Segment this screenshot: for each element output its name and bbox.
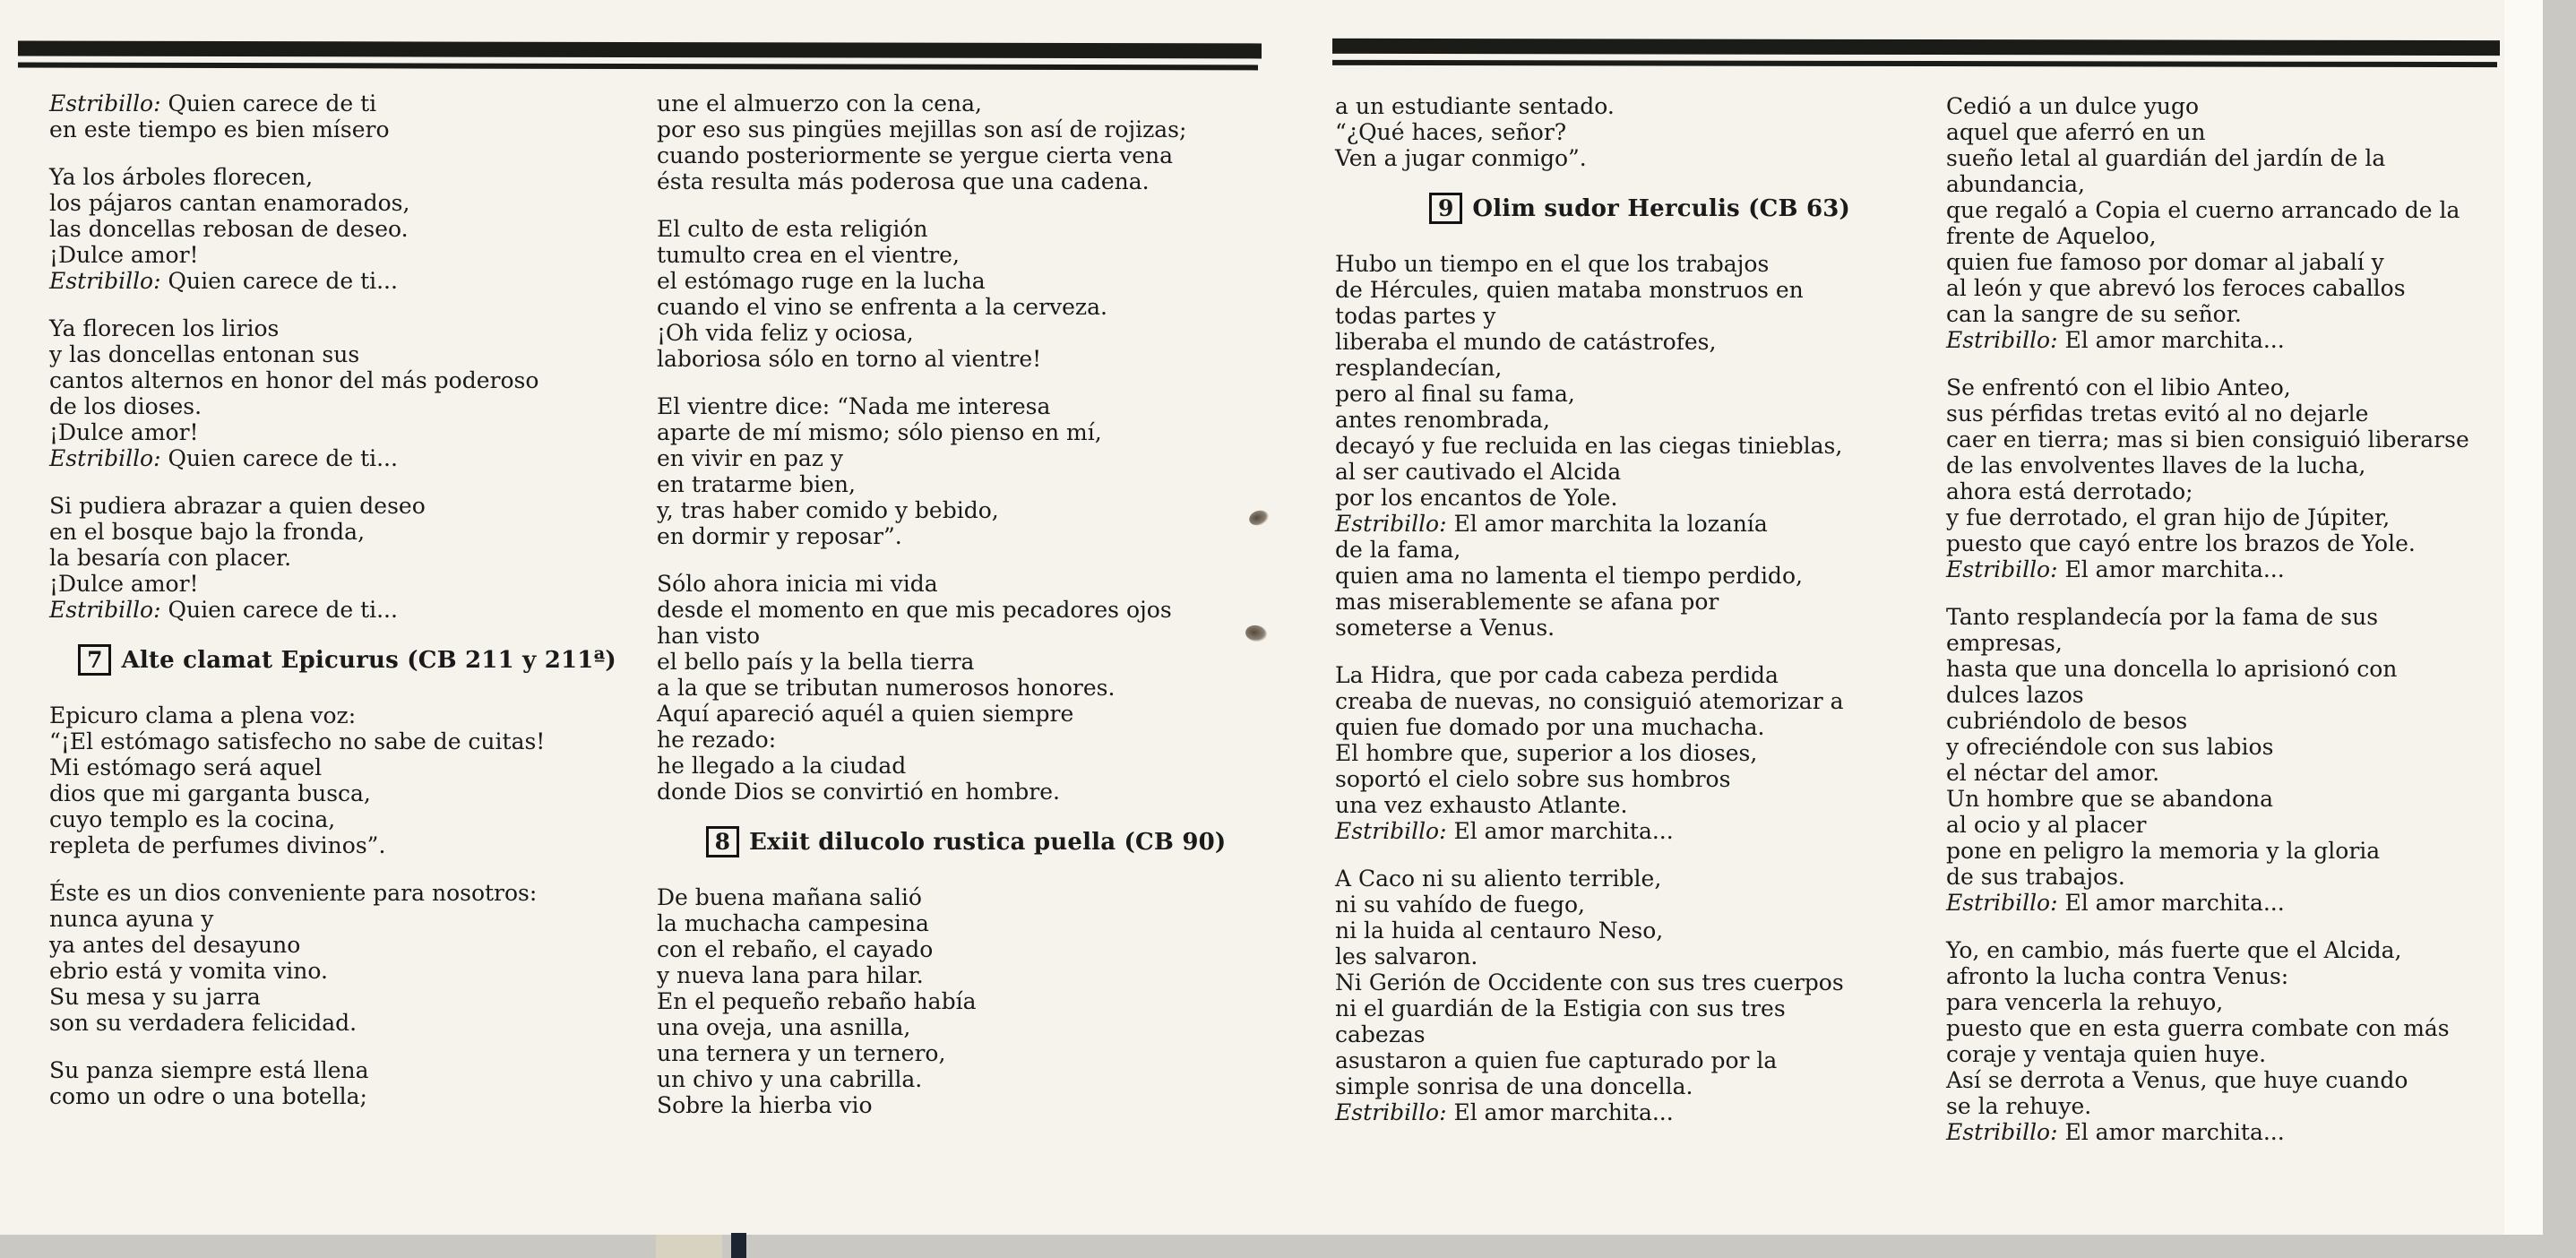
poem-line: y ofreciéndole con sus labios xyxy=(1946,734,2274,760)
estribillo-label: Estribillo: xyxy=(1335,511,1447,537)
poem-line: desde el momento en que mis pecadores ojos xyxy=(657,597,1172,623)
poem-line: Estribillo: El amor marchita... xyxy=(1335,818,1674,844)
poem-line: quien fue domado por una muchacha. xyxy=(1335,714,1765,740)
stanza xyxy=(1946,604,2529,916)
poem-line: por eso sus pingües mejillas son así de rojizas; xyxy=(657,116,1187,142)
poem-line: coraje y ventaja quien huye. xyxy=(1946,1041,2267,1067)
song-title: Olim sudor Herculis (CB 63) xyxy=(1472,195,1851,222)
stanza xyxy=(49,164,645,294)
scanner-background-strip xyxy=(0,1235,2576,1258)
poem-line: todas partes y xyxy=(1335,303,1496,329)
poem-line: soportó el cielo sobre sus hombros xyxy=(1335,766,1731,792)
poem-line: donde Dios se convirtió en hombre. xyxy=(657,779,1060,805)
poem-line: Ya florecen los lirios xyxy=(49,315,280,341)
stanza xyxy=(657,90,1275,194)
poem-line: Su panza siempre está llena xyxy=(49,1057,369,1083)
poem-line: Aquí apareció aquél a quien siempre xyxy=(657,701,1074,727)
song-heading xyxy=(657,826,1275,857)
poem-line: laboriosa sólo en torno al vientre! xyxy=(657,346,1042,372)
poem-line: Sobre la hierba vio xyxy=(657,1092,873,1118)
poem-line: de sus trabajos. xyxy=(1946,864,2125,890)
stanza xyxy=(657,571,1275,805)
estribillo-label: Estribillo: xyxy=(49,445,161,471)
poem-line: con el rebaño, el cayado xyxy=(657,936,934,962)
poem-line: Estribillo: El amor marchita... xyxy=(1946,556,2285,582)
poem-line: De buena mañana salió xyxy=(657,884,922,910)
poem-line: Un hombre que se abandona xyxy=(1946,786,2274,812)
poem-line: para vencerla la rehuyo, xyxy=(1946,989,2224,1015)
poem-line: mas miserablemente se afana por xyxy=(1335,589,1719,615)
poem-line: Se enfrentó con el libio Anteo, xyxy=(1946,375,2291,401)
poem-line: a la que se tributan numerosos honores. xyxy=(657,675,1116,701)
stanza xyxy=(657,393,1275,549)
poem-line: Estribillo: El amor marchita... xyxy=(1946,1119,2285,1145)
stanza xyxy=(49,493,645,623)
poem-line: Estribillo: Quien carece de ti... xyxy=(49,268,398,294)
stanza xyxy=(657,884,1275,1118)
poem-line: al león y que abrevó los feroces caballos xyxy=(1946,275,2406,301)
poem-line: Ya los árboles florecen, xyxy=(49,164,314,190)
poem-line: A Caco ni su aliento terrible, xyxy=(1335,866,1662,892)
poem-line: cuando posteriormente se yergue cierta vena xyxy=(657,142,1174,168)
poem-line: de Hércules, quien mataba monstruos en xyxy=(1335,277,1804,303)
poem-line: he rezado: xyxy=(657,727,777,753)
poem-line: En el pequeño rebaño había xyxy=(657,988,977,1014)
stanza xyxy=(1335,866,1944,1125)
poem-line: Su mesa y su jarra xyxy=(49,984,261,1010)
poem-line: asustaron a quien fue capturado por la xyxy=(1335,1047,1778,1073)
poem-line: los pájaros cantan enamorados, xyxy=(49,190,410,216)
poem-line: El hombre que, superior a los dioses, xyxy=(1335,740,1758,766)
text-column-4 xyxy=(1946,93,2529,1167)
top-rule-thick-left-page xyxy=(18,41,1262,59)
poem-line: el néctar del amor. xyxy=(1946,760,2160,786)
poem-line: El culto de esta religión xyxy=(657,216,928,242)
poem-line: sueño letal al guardián del jardín de la xyxy=(1946,145,2386,171)
poem-line: han visto xyxy=(657,623,761,649)
poem-line: a un estudiante sentado. xyxy=(1335,93,1615,119)
poem-line: Ni Gerión de Occidente con sus tres cuerpos xyxy=(1335,969,1844,995)
poem-line: cabezas xyxy=(1335,1021,1426,1047)
estribillo-label: Estribillo: xyxy=(1946,556,2058,582)
poem-line: sus pérfidas tretas evitó al no dejarle xyxy=(1946,401,2369,427)
poem-line: liberaba el mundo de catástrofes, xyxy=(1335,329,1717,355)
poem-line: “¿Qué haces, señor? xyxy=(1335,119,1567,145)
poem-line: ni la huida al centauro Neso, xyxy=(1335,918,1664,944)
poem-line: abundancia, xyxy=(1946,171,2085,197)
song-title: Alte clamat Epicurus (CB 211 y 211ª) xyxy=(121,647,616,674)
poem-line: de los dioses. xyxy=(49,393,202,419)
poem-line: une el almuerzo con la cena, xyxy=(657,90,983,116)
inner-page-edge-band xyxy=(656,1235,722,1258)
poem-line: Sólo ahora inicia mi vida xyxy=(657,571,938,597)
poem-line: caer en tierra; mas si bien consiguió liberarse xyxy=(1946,427,2469,452)
estribillo-label: Estribillo: xyxy=(49,90,161,116)
poem-line: Estribillo: El amor marchita... xyxy=(1946,890,2285,916)
estribillo-label: Estribillo: xyxy=(1946,1119,2058,1145)
poem-line: empresas, xyxy=(1946,630,2063,656)
poem-line: La Hidra, que por cada cabeza perdida xyxy=(1335,662,1779,688)
poem-line: Estribillo: El amor marchita la lozanía xyxy=(1335,511,1768,537)
poem-line: ¡Dulce amor! xyxy=(49,242,199,268)
poem-line: Estribillo: El amor marchita... xyxy=(1946,327,2285,353)
stanza xyxy=(657,216,1275,372)
poem-line: en vivir en paz y xyxy=(657,445,843,471)
poem-line: cuyo templo es la cocina, xyxy=(49,806,336,832)
poem-line: Tanto resplandecía por la fama de sus xyxy=(1946,604,2379,630)
poem-line: en tratarme bien, xyxy=(657,471,856,497)
poem-line: Estribillo: Quien carece de ti... xyxy=(49,597,398,623)
poem-line: en dormir y reposar”. xyxy=(657,523,902,549)
poem-line: simple sonrisa de una doncella. xyxy=(1335,1073,1693,1099)
poem-line: la besaría con placer. xyxy=(49,545,292,571)
poem-line: dulces lazos xyxy=(1946,682,2084,708)
poem-line: Estribillo: Quien carece de ti... xyxy=(49,445,398,471)
poem-line: como un odre o una botella; xyxy=(49,1083,367,1109)
poem-line: un chivo y una cabrilla. xyxy=(657,1066,923,1092)
poem-line: El vientre dice: “Nada me interesa xyxy=(657,393,1051,419)
poem-line: ni el guardián de la Estigia con sus tres xyxy=(1335,995,1786,1021)
binding-dark-mark xyxy=(731,1233,746,1258)
poem-line: les salvaron. xyxy=(1335,944,1478,969)
poem-line: Así se derrota a Venus, que huye cuando xyxy=(1946,1067,2408,1093)
poem-line: el estómago ruge en la lucha xyxy=(657,268,986,294)
poem-line: ¡Dulce amor! xyxy=(49,571,199,597)
poem-line: frente de Aqueloo, xyxy=(1946,223,2157,249)
poem-line: y fue derrotado, el gran hijo de Júpiter, xyxy=(1946,504,2391,530)
poem-line: de las envolventes llaves de la lucha, xyxy=(1946,452,2366,478)
stanza xyxy=(49,90,645,142)
poem-line: hasta que una doncella lo aprisionó con xyxy=(1946,656,2398,682)
estribillo-label: Estribillo: xyxy=(1946,327,2058,353)
stanza xyxy=(1335,251,1944,641)
estribillo-label: Estribillo: xyxy=(1335,818,1447,844)
poem-line: y, tras haber comido y bebido, xyxy=(657,497,999,523)
poem-line: tumulto crea en el vientre, xyxy=(657,242,960,268)
song-number-box: 8 xyxy=(706,826,739,857)
text-column-3 xyxy=(1335,93,1944,1147)
poem-line: Mi estómago será aquel xyxy=(49,754,323,780)
poem-line: repleta de perfumes divinos”. xyxy=(49,832,386,858)
poem-line: Hubo un tiempo en el que los trabajos xyxy=(1335,251,1770,277)
poem-line: la muchacha campesina xyxy=(657,910,929,936)
poem-line: ¡Dulce amor! xyxy=(49,419,199,445)
poem-line: son su verdadera felicidad. xyxy=(49,1010,358,1036)
poem-line: cuando el vino se enfrenta a la cerveza. xyxy=(657,294,1107,320)
poem-line: quien fue famoso por domar al jabalí y xyxy=(1946,249,2384,275)
stanza xyxy=(1946,937,2529,1145)
poem-line: pero al final su fama, xyxy=(1335,381,1575,407)
stanza xyxy=(49,880,645,1036)
stanza xyxy=(49,1057,645,1109)
poem-line: “¡El estómago satisfecho no sabe de cuitas! xyxy=(49,728,546,754)
poem-line: aparte de mí mismo; sólo pienso en mí, xyxy=(657,419,1102,445)
text-column-1 xyxy=(49,90,645,1131)
poem-line: cantos alternos en honor del más poderoso xyxy=(49,367,539,393)
poem-line: las doncellas rebosan de deseo. xyxy=(49,216,409,242)
song-number-box: 9 xyxy=(1429,193,1462,224)
stanza xyxy=(49,702,645,858)
poem-line: aquel que aferró en un xyxy=(1946,119,2206,145)
estribillo-label: Estribillo: xyxy=(1335,1099,1447,1125)
stanza xyxy=(1335,662,1944,844)
stanza xyxy=(49,315,645,471)
poem-line: someterse a Venus. xyxy=(1335,615,1555,641)
poem-line: Cedió a un dulce yugo xyxy=(1946,93,2200,119)
poem-line: nunca ayuna y xyxy=(49,906,214,932)
poem-line: que regaló a Copia el cuerno arrancado de la xyxy=(1946,197,2460,223)
poem-line: decayó y fue recluida en las ciegas tinieblas, xyxy=(1335,433,1843,459)
estribillo-label: Estribillo: xyxy=(49,597,161,623)
poem-line: quien ama no lamenta el tiempo perdido, xyxy=(1335,563,1803,589)
poem-line: una oveja, una asnilla, xyxy=(657,1014,911,1040)
poem-line: Estribillo: Quien carece de ti xyxy=(49,90,377,116)
song-number-box: 7 xyxy=(78,644,111,676)
poem-line: Ven a jugar conmigo”. xyxy=(1335,145,1587,171)
poem-line: al ocio y al placer xyxy=(1946,812,2147,838)
poem-line: y nueva lana para hilar. xyxy=(657,962,924,988)
poem-line: ebrio está y vomita vino. xyxy=(49,958,328,984)
poem-line: resplandecían, xyxy=(1335,355,1503,381)
poem-line: ni su vahído de fuego, xyxy=(1335,892,1585,918)
poem-line: dios que mi garganta busca, xyxy=(49,780,371,806)
poem-line: una vez exhausto Atlante. xyxy=(1335,792,1628,818)
song-title: Exiit dilucolo rustica puella (CB 90) xyxy=(748,829,1227,856)
poem-line: ¡Oh vida feliz y ociosa, xyxy=(657,320,914,346)
poem-line: el bello país y la bella tierra xyxy=(657,649,975,675)
poem-line: afronto la lucha contra Venus: xyxy=(1946,963,2289,989)
poem-line: puesto que cayó entre los brazos de Yole. xyxy=(1946,530,2416,556)
song-heading xyxy=(1335,193,1944,224)
poem-line: y las doncellas entonan sus xyxy=(49,341,360,367)
poem-line: puesto que en esta guerra combate con más xyxy=(1946,1015,2450,1041)
poem-line: can la sangre de su señor. xyxy=(1946,301,2242,327)
poem-line: en el bosque bajo la fronda, xyxy=(49,519,366,545)
poem-line: una ternera y un ternero, xyxy=(657,1040,946,1066)
poem-line: Yo, en cambio, más fuerte que el Alcida, xyxy=(1946,937,2402,963)
top-rule-thick-right-page xyxy=(1332,39,2500,56)
poem-line: cubriéndolo de besos xyxy=(1946,708,2188,734)
stanza xyxy=(1946,93,2529,353)
poem-line: por los encantos de Yole. xyxy=(1335,485,1618,511)
song-heading xyxy=(49,644,645,676)
poem-line: Éste es un dios conveniente para nosotros: xyxy=(49,880,538,906)
poem-line: ahora está derrotado; xyxy=(1946,478,2193,504)
stanza xyxy=(1335,93,1944,171)
stanza xyxy=(1946,375,2529,582)
poem-line: he llegado a la ciudad xyxy=(657,753,907,779)
poem-line: de la fama, xyxy=(1335,537,1461,563)
poem-line: Epicuro clama a plena voz: xyxy=(49,702,357,728)
poem-line: se la rehuye. xyxy=(1946,1093,2092,1119)
poem-line: ésta resulta más poderosa que una cadena. xyxy=(657,168,1150,194)
poem-line: pone en peligro la memoria y la gloria xyxy=(1946,838,2381,864)
poem-line: creaba de nuevas, no consiguió atemorizar a xyxy=(1335,688,1844,714)
estribillo-label: Estribillo: xyxy=(49,268,161,294)
poem-line: al ser cautivado el Alcida xyxy=(1335,459,1622,485)
text-column-2 xyxy=(657,90,1275,1140)
poem-line: ya antes del desayuno xyxy=(49,932,301,958)
poem-line: Estribillo: El amor marchita... xyxy=(1335,1099,1674,1125)
poem-line: antes renombrada, xyxy=(1335,407,1550,433)
estribillo-label: Estribillo: xyxy=(1946,890,2058,916)
poem-line: Si pudiera abrazar a quien deseo xyxy=(49,493,426,519)
poem-line: en este tiempo es bien mísero xyxy=(49,116,390,142)
